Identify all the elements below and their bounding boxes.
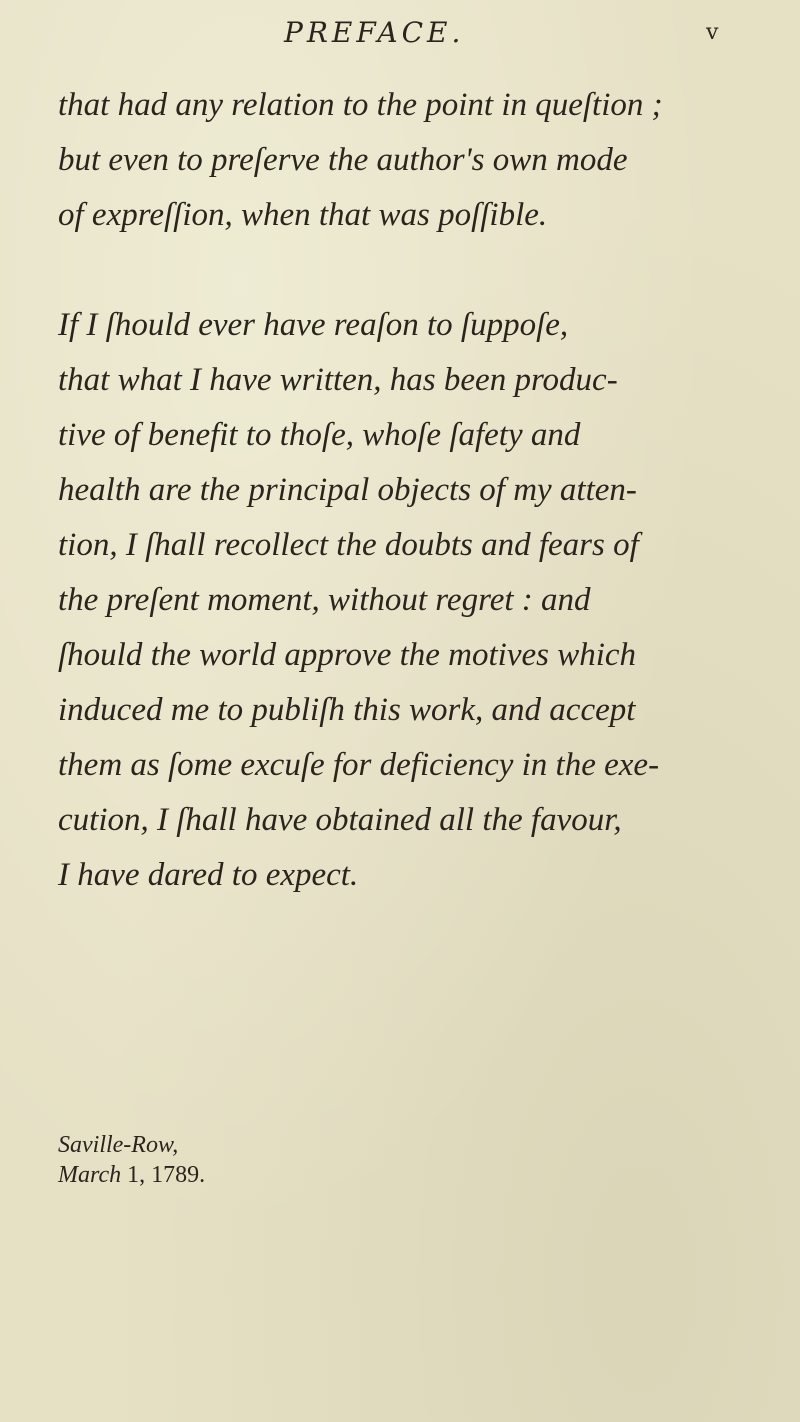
signature-month: March: [58, 1162, 122, 1188]
text-line: ſhould the world approve the motives which: [58, 637, 637, 673]
text-line: If I ſhould ever have reaſon to ſuppoſe,: [58, 307, 569, 343]
page-number: v: [706, 20, 719, 45]
text-line: that what I have written, has been produc-: [58, 362, 618, 398]
text-line: of expreſſion, when that was poſſible.: [58, 197, 548, 233]
text-line: I have dared to expect.: [58, 857, 359, 893]
text-line: the preſent moment, without regret : and: [58, 582, 591, 618]
signature-date: [58, 1160, 458, 1190]
text-line: cution, I ſhall have obtained all the favour,: [58, 802, 622, 838]
running-head: PREFACE.: [284, 16, 465, 49]
text-line: but even to preſerve the author's own mode: [58, 142, 628, 178]
text-line: that had any relation to the point in queſtion ;: [58, 87, 663, 123]
paragraph-gap: [58, 243, 758, 298]
text-line: tion, I ſhall recollect the doubts and fears of: [58, 527, 639, 563]
text-line: health are the principal objects of my atten-: [58, 472, 637, 508]
text-line: them as ſome excuſe for deficiency in the exe-: [58, 747, 660, 783]
signature-block: [58, 1130, 458, 1190]
signature-place: Saville-Row,: [58, 1132, 179, 1158]
signature-day-year: 1, 1789.: [127, 1162, 206, 1188]
preface-text: [58, 78, 758, 903]
page-header: [0, 16, 800, 56]
text-line: tive of benefit to thoſe, whoſe ſafety and: [58, 417, 581, 453]
text-line: induced me to publiſh this work, and accept: [58, 692, 636, 728]
